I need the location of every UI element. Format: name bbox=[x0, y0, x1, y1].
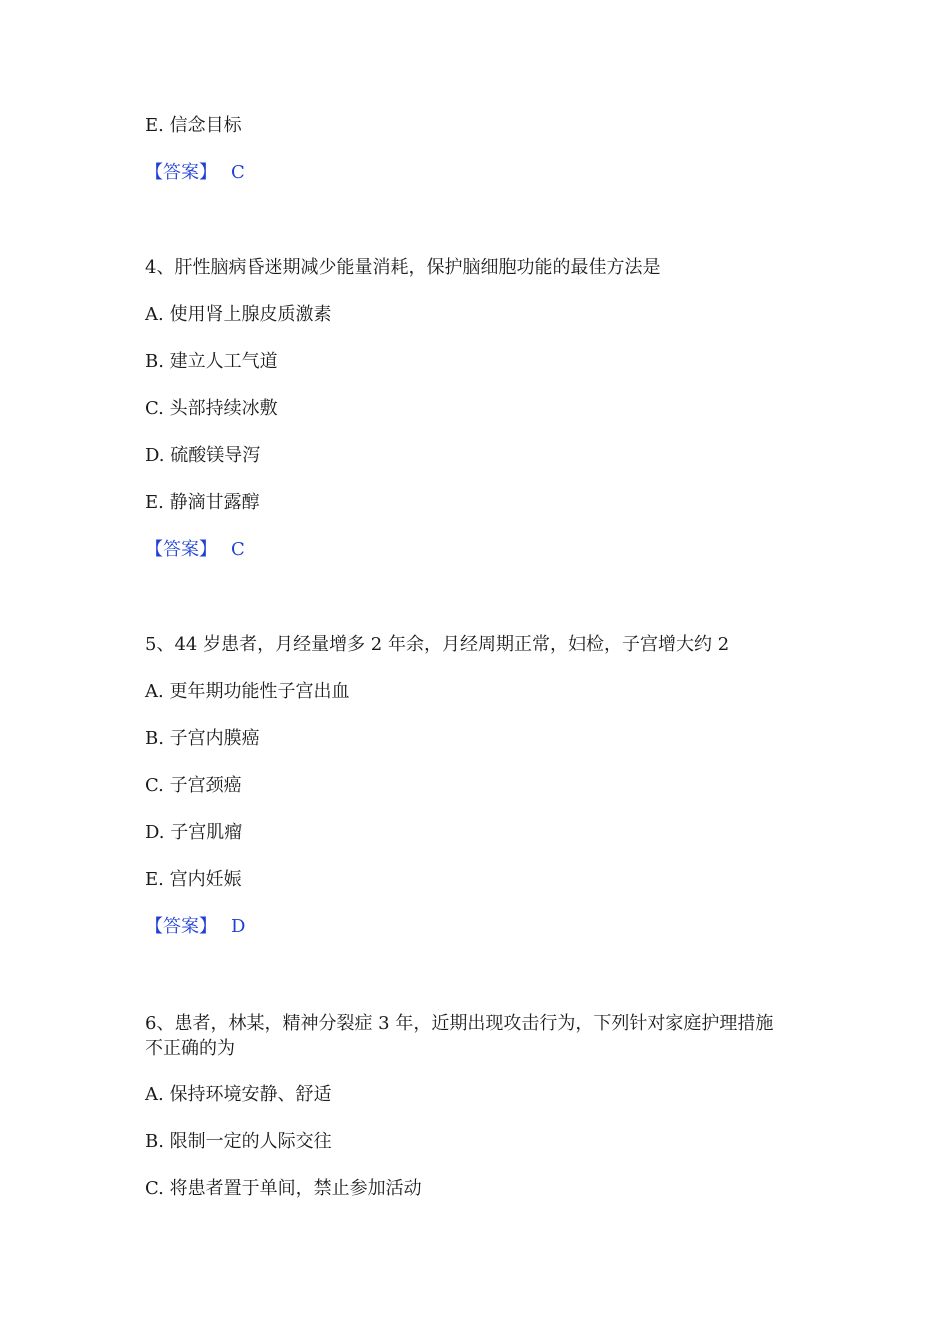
q6-question-line1: 6、患者，林某，精神分裂症 3 年，近期出现攻击行为，下列针对家庭护理措施 bbox=[145, 1013, 774, 1034]
q4-answer bbox=[145, 538, 245, 562]
q4-option-d: D. 硫酸镁导泻 bbox=[145, 445, 261, 466]
answer-label: 【答案】 bbox=[145, 539, 217, 560]
q5-option-d: D. 子宫肌瘤 bbox=[145, 822, 243, 843]
q5-option-b: B. 子宫内膜癌 bbox=[145, 728, 260, 749]
q4-option-b: B. 建立人工气道 bbox=[145, 351, 278, 372]
q5-question: 5、44 岁患者，月经量增多 2 年余，月经周期正常，妇检，子宫增大约 2 bbox=[145, 634, 730, 655]
q5-answer bbox=[145, 915, 245, 939]
q3-answer bbox=[145, 161, 245, 185]
q6-option-b: B. 限制一定的人际交往 bbox=[145, 1131, 332, 1152]
q6-option-a: A. 保持环境安静、舒适 bbox=[145, 1084, 332, 1105]
q4-option-c: C. 头部持续冰敷 bbox=[145, 398, 278, 419]
q3-option-e: E. 信念目标 bbox=[145, 115, 242, 136]
answer-value: C bbox=[231, 539, 245, 560]
q4-option-e: E. 静滴甘露醇 bbox=[145, 492, 260, 513]
q4-option-a: A. 使用肾上腺皮质激素 bbox=[145, 304, 332, 325]
answer-value: D bbox=[231, 916, 246, 937]
answer-value: C bbox=[231, 162, 245, 183]
q5-option-e: E. 宫内妊娠 bbox=[145, 869, 242, 890]
q4-question: 4、肝性脑病昏迷期减少能量消耗，保护脑细胞功能的最佳方法是 bbox=[145, 257, 661, 278]
q5-option-a: A. 更年期功能性子宫出血 bbox=[145, 681, 350, 702]
answer-label: 【答案】 bbox=[145, 162, 217, 183]
q6-option-c: C. 将患者置于单间，禁止参加活动 bbox=[145, 1178, 422, 1199]
answer-label: 【答案】 bbox=[145, 916, 217, 937]
q6-question-line2: 不正确的为 bbox=[145, 1038, 235, 1059]
q5-option-c: C. 子宫颈癌 bbox=[145, 775, 242, 796]
